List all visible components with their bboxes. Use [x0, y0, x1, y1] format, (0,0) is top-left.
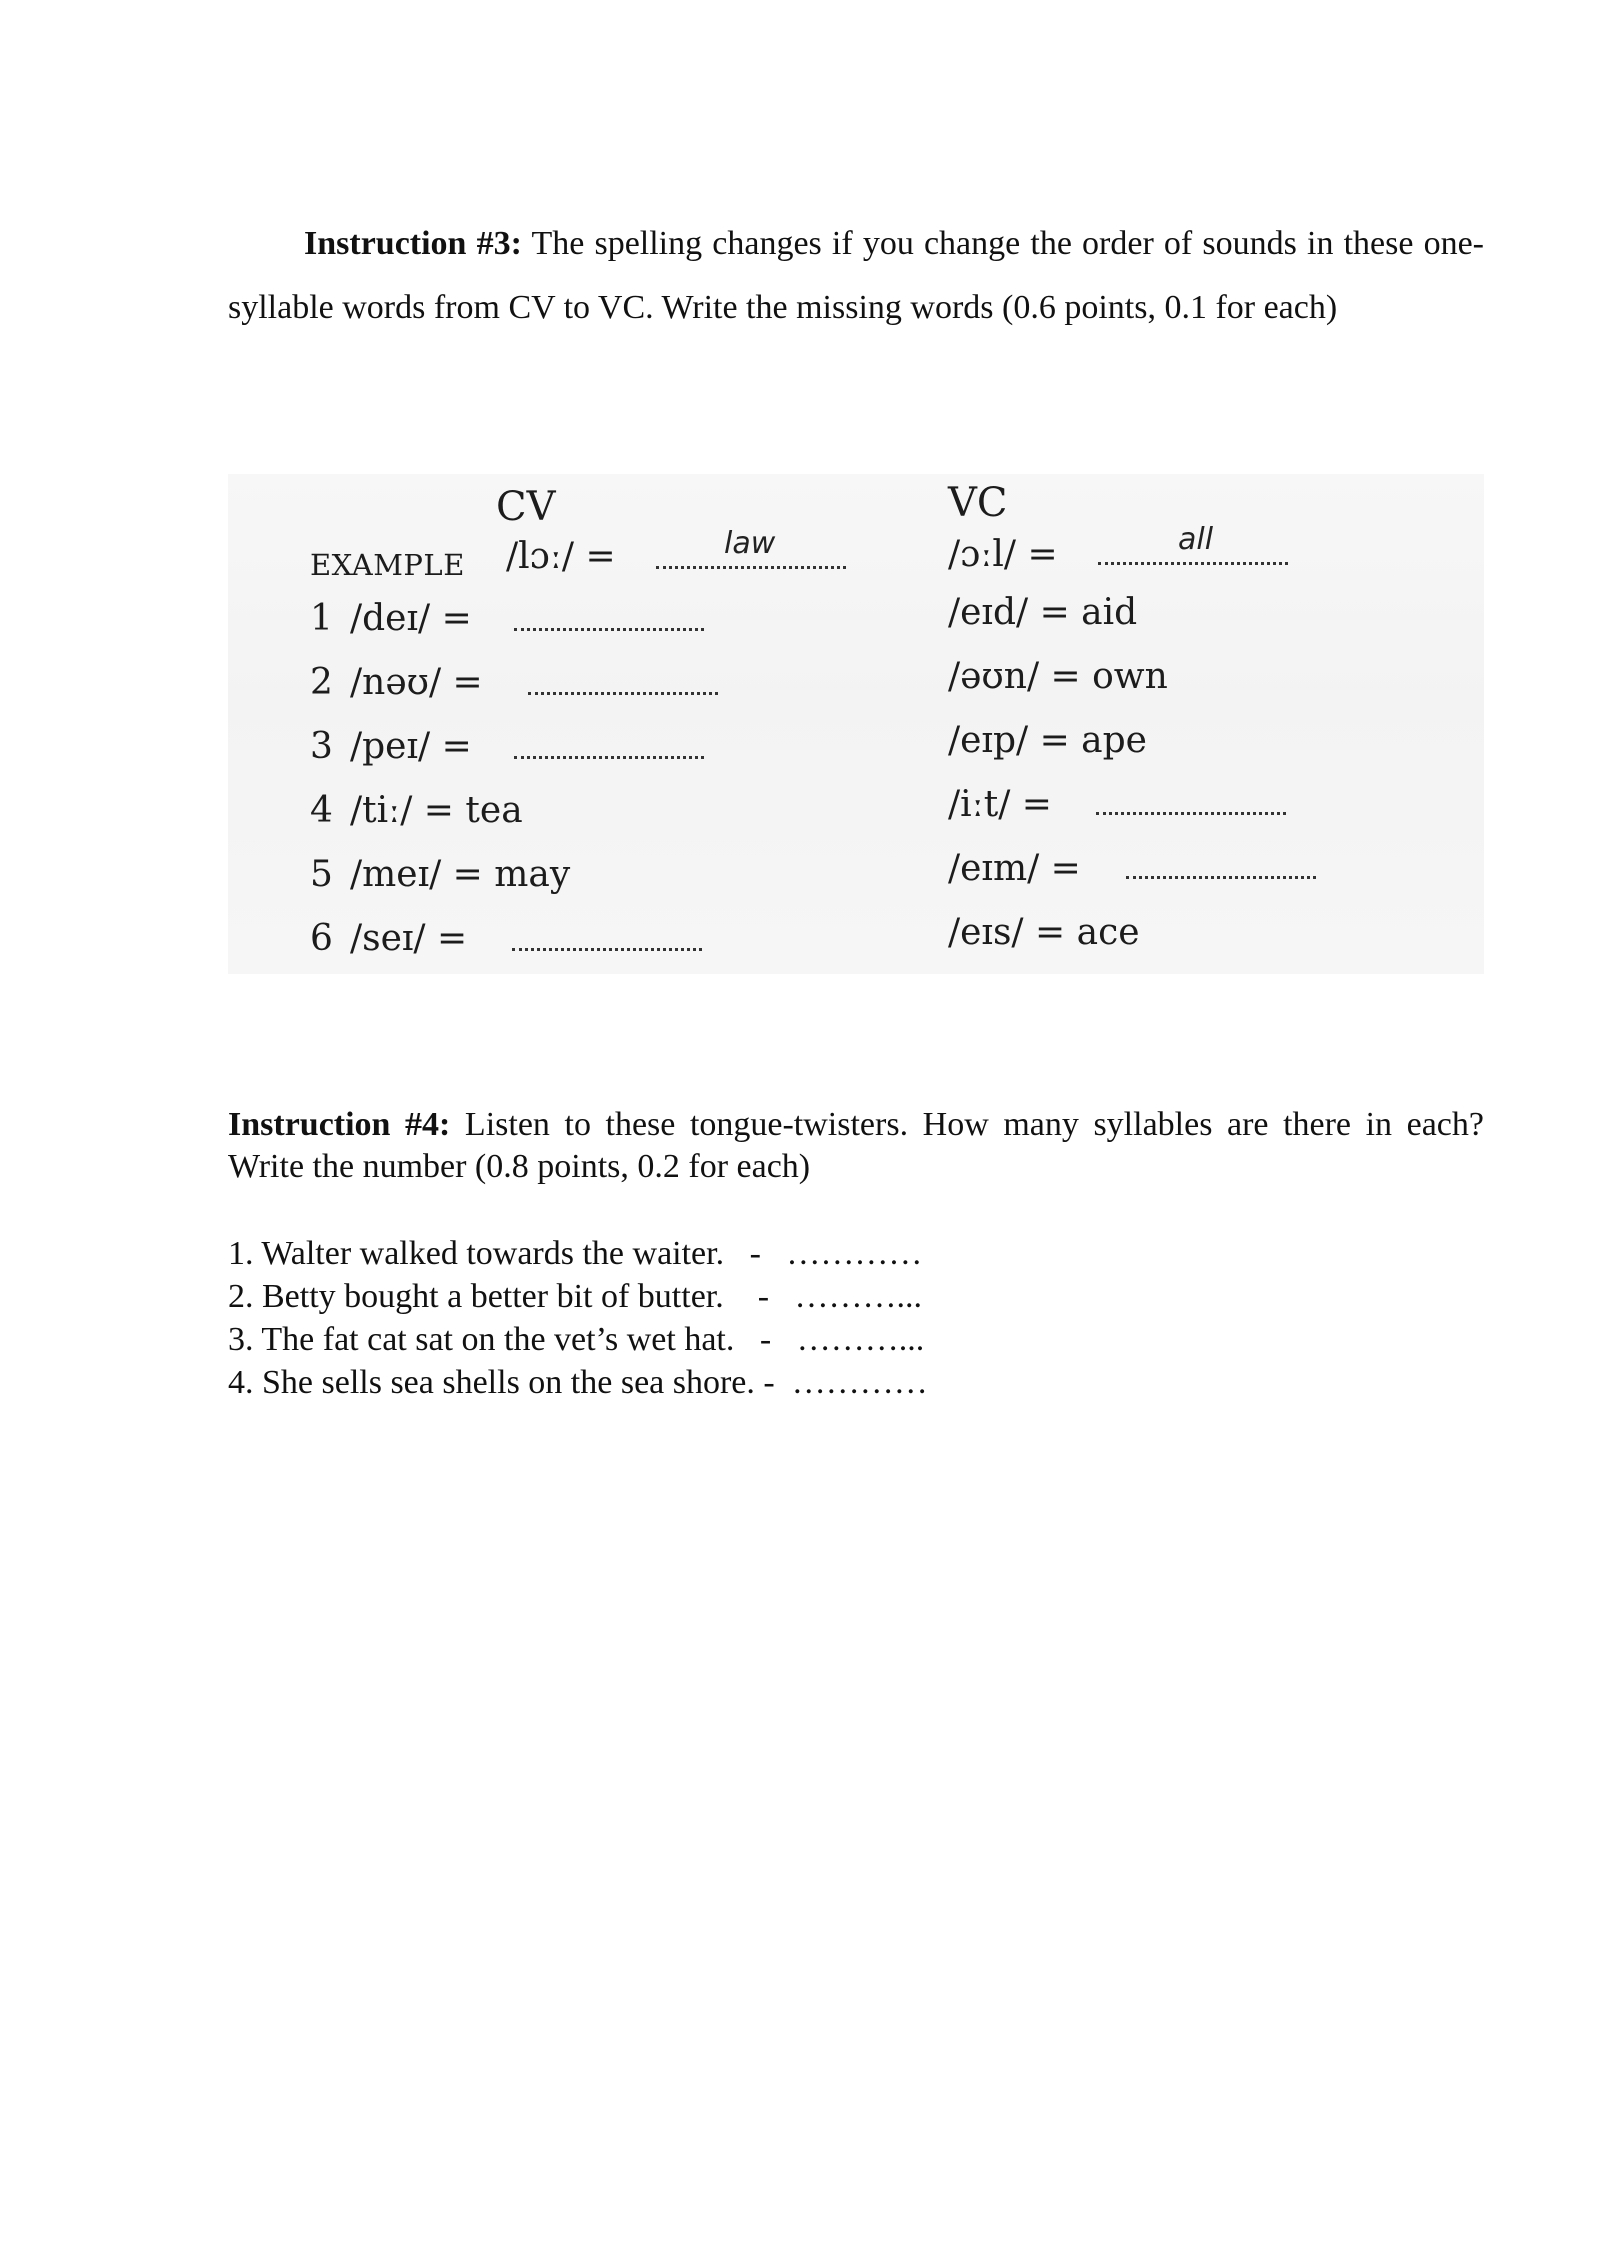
- instruction-4-text: Listen to these tongue-twisters. How many syllables are there in each? Write the number (0.8 points, 0.2 for each): [228, 1106, 1484, 1185]
- example-vc-blank: [1098, 562, 1288, 565]
- row-3-cv-blank: [514, 756, 704, 759]
- row-6-cv-blank: [512, 948, 702, 951]
- row-1-cv: /deɪ/ =: [350, 598, 472, 639]
- row-4-number: 4: [310, 790, 333, 831]
- row-6-vc: /eɪs/ = ace: [948, 912, 1140, 953]
- row-5-vc: /eɪm/ =: [948, 848, 1081, 889]
- instruction-3-paragraph: [228, 212, 1484, 340]
- row-2-number: 2: [310, 662, 333, 703]
- row-3-number: 3: [310, 726, 333, 767]
- row-5-cv: /meɪ/ = may: [350, 854, 571, 895]
- vc-column-header: VC: [948, 480, 1008, 526]
- row-2-cv: /nəʊ/ =: [350, 662, 483, 703]
- list-item: 4. She sells sea shells on the sea shore. - …………: [228, 1364, 928, 1401]
- cv-column-header: CV: [496, 484, 556, 530]
- list-item: 3. The fat cat sat on the vet’s wet hat. - ………...: [228, 1321, 925, 1358]
- cv-vc-table-image: [228, 474, 1484, 974]
- example-label: EXAMPLE: [310, 548, 465, 582]
- instruction-4: [228, 1104, 1484, 1188]
- row-1-vc: /eɪd/ = aid: [948, 592, 1138, 633]
- row-3-cv: /peɪ/ =: [350, 726, 472, 767]
- row-2-cv-blank: [528, 692, 718, 695]
- example-vc-answer: all: [1178, 522, 1214, 557]
- example-cv-answer: law: [724, 526, 776, 561]
- row-5-number: 5: [310, 854, 333, 895]
- row-1-cv-blank: [514, 628, 704, 631]
- row-2-vc: /əʊn/ = own: [948, 656, 1168, 697]
- row-4-vc: /iːt/ =: [948, 784, 1052, 825]
- instruction-3: [228, 212, 1484, 340]
- row-3-vc: /eɪp/ = ape: [948, 720, 1147, 761]
- instruction-4-label: Instruction #4:: [228, 1106, 451, 1143]
- list-item: 2. Betty bought a better bit of butter. - ………...: [228, 1278, 923, 1315]
- example-cv-blank: [656, 566, 846, 569]
- row-5-vc-blank: [1126, 876, 1316, 879]
- row-6-cv: /seɪ/ =: [350, 918, 468, 959]
- row-4-cv: /tiː/ = tea: [350, 790, 523, 831]
- row-6-number: 6: [310, 918, 333, 959]
- row-4-vc-blank: [1096, 812, 1286, 815]
- instruction-3-label: Instruction #3:: [304, 225, 522, 262]
- row-1-number: 1: [310, 598, 333, 639]
- instruction-3-text: The spelling changes if you change the order of sounds in these one-syllable words from CV to VC. Write the missing words (0.6 points, 0.1 for each): [228, 225, 1484, 326]
- list-item: 1. Walter walked towards the waiter. - …………: [228, 1235, 923, 1272]
- example-cv: /lɔː/ =: [506, 536, 616, 577]
- tongue-twister-list: [228, 1232, 928, 1404]
- example-vc: /ɔːl/ =: [948, 534, 1058, 575]
